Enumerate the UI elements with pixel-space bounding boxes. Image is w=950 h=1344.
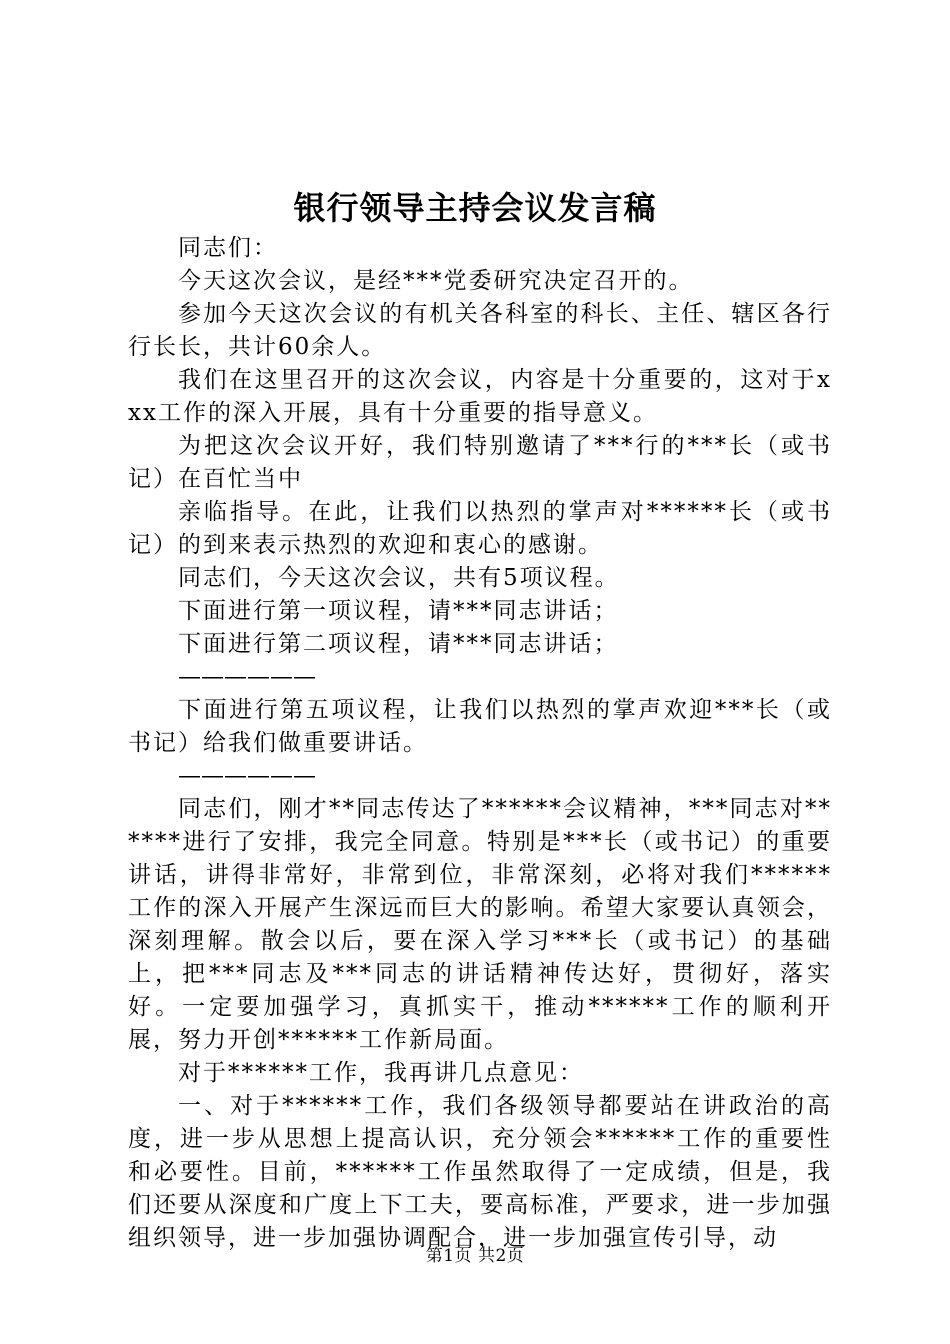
paragraph: 今天这次会议，是经***党委研究决定召开的。 — [178, 268, 694, 294]
paragraph: 下面进行第五项议程，让我们以热烈的掌声欢迎***长（或书记）给我们做重要讲话。 — [128, 697, 832, 756]
document-body — [128, 232, 832, 1255]
paragraph: 下面进行第一项议程，请***同志讲话； — [178, 598, 619, 624]
separator-line: —————— — [178, 763, 316, 789]
page-footer: 第1页 共2页 — [425, 1246, 525, 1266]
paragraph: 我们在这里召开的这次会议，内容是十分重要的，这对于xxx工作的深入开展，具有十分重要的指导意义。 — [128, 367, 832, 426]
document-title: 银行领导主持会议发言稿 — [293, 189, 657, 227]
paragraph-greeting: 同志们： — [178, 235, 278, 261]
paragraph: 亲临指导。在此，让我们以热烈的掌声对******长（或书记）的到来表示热烈的欢迎和衷心的感谢。 — [128, 499, 832, 558]
paragraph: 为把这次会议开好，我们特别邀请了***行的***长（或书记）在百忙当中 — [128, 433, 832, 492]
paragraph: 同志们，今天这次会议，共有5项议程。 — [178, 565, 620, 591]
paragraph: 参加今天这次会议的有机关各科室的科长、主任、辖区各行行长长，共计60余人。 — [128, 301, 832, 360]
paragraph: 一、对于******工作，我们各级领导都要站在讲政治的高度，进一步从思想上提高认识，充分领会******工作的重要性和必要性。目前，******工作虽然取得了一定成绩，但是，我们还要从深度和广度上下工夫，要高标准，严要求，进一步加强组织领导，进一步加强协调配合，进一步加强宣传引导，动 — [128, 1093, 832, 1251]
paragraph: 对于******工作，我再讲几点意见： — [178, 1060, 584, 1086]
paragraph: 同志们，刚才**同志传达了******会议精神，***同志对******进行了安排，我完全同意。特别是***长（或书记）的重要讲话，讲得非常好，非常到位，非常深刻，必将对我们******工作的深入开展产生深远而巨大的影响。希望大家要认真领会，深刻理解。散会以后，要在深入学习***长（或书记）的基础上，把***同志及***同志的讲话精神传达好，贯彻好，落实好。一定要加强学习，真抓实干，推动******工作的顺利开展，努力开创******工作新局面。 — [128, 796, 832, 1053]
separator-line: —————— — [178, 664, 316, 690]
paragraph: 下面进行第二项议程，请***同志讲话； — [178, 631, 619, 657]
